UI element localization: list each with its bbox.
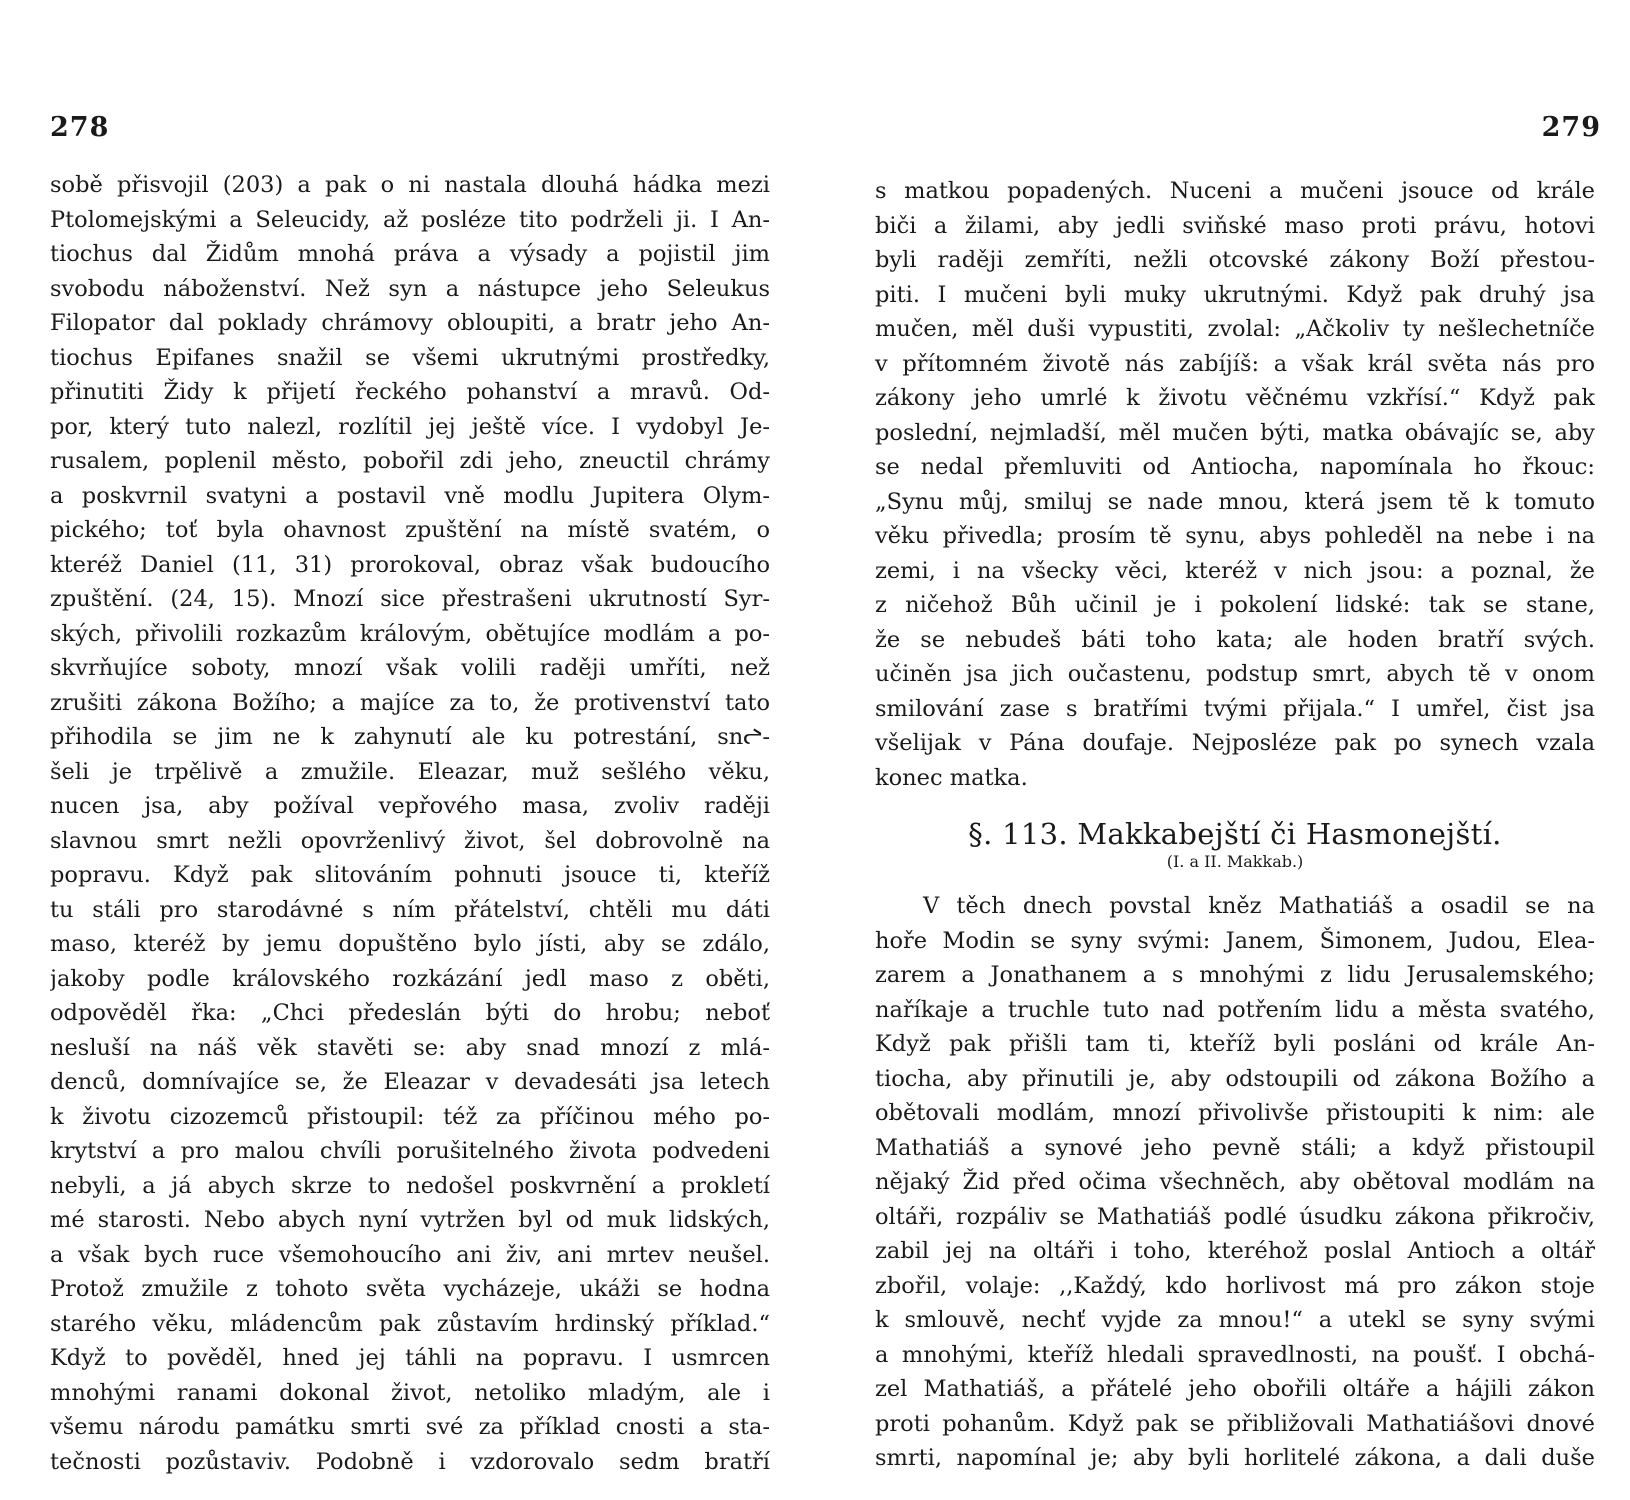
text-line: Když to pověděl, hned jej táhli na popravu. I usmrcen [50, 1345, 770, 1371]
text-line: zpuštění. (24, 15). Mnozí sice přestrašeni ukrutností Syr- [50, 586, 770, 612]
page-number: 278 [50, 112, 110, 143]
text-line: učiněn jsa jich oučastenu, podstup smrt, abych tě v onom [875, 661, 1595, 687]
page-number: 279 [1541, 112, 1601, 143]
text-line: k smlouvě, nechť vyjde za mnou!“ a utekl se syny svými [875, 1307, 1595, 1333]
text-line: mé starosti. Nebo abych nyní vytržen byl od muk lidských, [50, 1207, 770, 1233]
section-heading: §. 113. Makkabejští či Hasmonejští. [968, 817, 1502, 851]
text-line: denců, domnívajíce se, že Eleazar v devadesáti jsa letech [50, 1069, 770, 1095]
text-line: přihodila se jim ne k zahynutí ale ku potrestání, snᖠ- [50, 724, 770, 750]
text-line: všelijak v Pána doufaje. Nejposléze pak po synech vzala [875, 730, 1595, 756]
text-line: oltáři, rozpáliv se Mathatiáš podlé úsudku zákona přikročiv, [875, 1203, 1595, 1230]
text-line: nucen jsa, aby požíval vepřového masa, zvoliv raději [50, 793, 770, 819]
text-line: a mnohými, kteříž hledali spravedlnosti, na poušť. I obchá- [875, 1341, 1595, 1368]
text-line: Mathatiáš a synové jeho pevně stáli; a když přistoupil [875, 1134, 1595, 1161]
text-line: všemu národu památku smrti své za příklad cnosti a sta- [50, 1414, 770, 1440]
text-line: věku přivedla; prosím tě synu, abys pohleděl na nebe i na [875, 523, 1595, 549]
paragraph-continued [875, 174, 1595, 795]
text-line: šeli je trpělivě a zmužile. Eleazar, muž sešlého věku, [50, 758, 770, 785]
text-line: a poskvrnil svatyni a postavil vně modlu Jupitera Olym- [50, 482, 770, 509]
text-line: zarem a Jonathanem a s mnohými z lidu Jerusalemského; [875, 962, 1595, 988]
text-line: odpověděl řka: „Chci předeslán býti do hrobu; neboť [50, 1000, 770, 1026]
text-line: tiochus dal Židům mnohá práva a výsady a pojistil jim [50, 241, 770, 267]
text-line: zabil jej na oltáři i toho, kteréhož poslal Antioch a oltář [875, 1238, 1595, 1264]
text-line: konec matka. [875, 764, 1028, 791]
text-line: jakoby podle královského rozkázání jedl maso z oběti, [50, 965, 770, 992]
text-line: nesluší na náš věk stavěti se: aby snad mnozí z mlá- [50, 1034, 770, 1061]
left-page-text [50, 168, 770, 1479]
text-line: maso, kteréž by jemu dopuštěno bylo jísti, aby se zdálo, [50, 931, 770, 957]
text-line: smrti, napomínal je; aby byli horlitelé zákona, a dali duše [875, 1445, 1595, 1471]
text-line: v přítomném životě nás zabíjíš: a však král světa nás pro [875, 350, 1595, 377]
right-page-text [875, 174, 1595, 1476]
text-line: z ničehož Bůh učinil je i pokolení lidské: tak se stane, [875, 592, 1595, 618]
text-line: že se nebudeš báti toho kata; ale hoden bratří svých. [875, 626, 1595, 653]
text-line: popravu. Když pak slitováním pohnuti jsouce ti, kteříž [50, 862, 770, 888]
text-line: Ptolomejskými a Seleucidy, až posléze tito podrželi ji. I An- [50, 206, 770, 233]
text-line: se nedal přemluviti od Antiocha, napomínala ho řkouc: [875, 454, 1595, 480]
text-line: s matkou popadených. Nuceni a mučeni jsouce od krále [875, 178, 1595, 204]
text-line: V těch dnech povstal kněz Mathatiáš a osadil se na [923, 893, 1595, 919]
text-line: mnohými ranami dokonal život, netoliko mladým, ale i [50, 1379, 770, 1406]
text-line: „Synu můj, smiluj se nade mnou, která jsem tě k tomuto [875, 488, 1595, 515]
text-line: zákony jeho umrlé k životu věčnému vzkřísí.“ Když pak [875, 385, 1595, 411]
text-line: zrušiti zákona Božího; a majíce za to, že protivenství tato [50, 689, 770, 716]
text-line: přinutiti Židy k přijetí řeckého pohanství a mravů. Od- [50, 379, 770, 405]
text-line: pického; toť byla ohavnost zpuštění na místě svatém, o [50, 517, 770, 543]
text-line: zemi, i na všecky věci, kteréž v nich jsou: a poznal, že [875, 557, 1595, 584]
text-line: tu stáli pro starodávné s ním přátelství, chtěli mu dáti [50, 896, 770, 923]
text-line: Když pak přišli tam ti, kteříž byli posláni od krále An- [875, 1031, 1595, 1057]
text-line: skvrňujíce soboty, mnozí však volili raději umříti, než [50, 655, 770, 681]
text-line: tečnosti pozůstaviv. Podobně i vzdorovalo sedm bratří [50, 1448, 770, 1475]
text-line: hoře Modin se syny svými: Janem, Šimonem, Judou, Elea- [875, 927, 1595, 954]
text-line: starého věku, mládencům pak zůstavím hrdinský příklad.“ [50, 1310, 770, 1337]
text-line: a však bych ruce všemohoucího ani živ, ani mrtev neušel. [50, 1241, 770, 1268]
text-line: sobě přisvojil (203) a pak o ni nastala dlouhá hádka mezi [50, 172, 770, 198]
text-line: svobodu náboženství. Než syn a nástupce jeho Seleukus [50, 275, 770, 302]
text-line: mučen, měl duši vypustiti, zvolal: „Ačkoliv ty nešlechetníče [875, 316, 1595, 342]
text-line: slavnou smrt nežli opovrženlivý život, šel dobrovolně na [50, 827, 770, 854]
text-line: ských, přivolili rozkazům královým, obětujíce modlám a po- [50, 620, 770, 647]
text-line: tiocha, aby přinutili je, aby odstoupili od zákona Božího a [875, 1065, 1595, 1092]
text-line: Protož zmužile z tohoto světa vycházeje, ukáži se hodna [50, 1276, 770, 1302]
text-line: nebyli, a já abych skrze to nedošel poskvrnění a prokletí [50, 1172, 770, 1199]
text-line: Filopator dal poklady chrámovy obloupiti, a bratr jeho An- [50, 310, 770, 336]
text-line: proti pohanům. Když pak se přibližovali Mathatiášovi dnové [875, 1410, 1595, 1437]
section-subheading: (I. a II. Makkab.) [1166, 852, 1304, 871]
text-line: byli raději zemříti, nežli otcovské zákony Boží přestou- [875, 247, 1595, 273]
text-line: zel Mathatiáš, a přátelé jeho obořili oltáře a hájili zákon [875, 1376, 1595, 1402]
text-line: biči a žilami, aby jedli sviňské maso proti právu, hotovi [875, 212, 1595, 239]
text-line: por, který tuto nalezl, rozlítil jej ještě více. I vydobyl Je- [50, 413, 770, 440]
text-line: krytství a pro malou chvíli porušitelného života podvedeni [50, 1138, 770, 1164]
text-line: piti. I mučeni byli muky ukrutnými. Když pak druhý jsa [875, 281, 1595, 308]
text-line: zbořil, volaje: ,,Každý, kdo horlivost má pro zákon stoje [875, 1272, 1595, 1299]
text-line: smilování zase s bratřími tvými přijala.“ I umřel, čist jsa [875, 695, 1595, 722]
text-line: tiochus Epifanes snažil se všemi ukrutnými prostředky, [50, 344, 770, 371]
text-line: nějaký Žid před očima všechněch, aby obětoval modlám na [875, 1169, 1595, 1195]
text-line: kteréž Daniel (11, 31) prorokoval, obraz však budoucího [50, 551, 770, 578]
text-line: obětovali modlám, mnozí přivolivše přistoupiti k nim: ale [875, 1100, 1595, 1126]
text-line: k životu cizozemců přistoupil: též za příčinou mého po- [50, 1103, 770, 1130]
text-line: rusalem, poplenil město, pobořil zdi jeho, zneuctil chrámy [50, 448, 770, 474]
section-paragraph [875, 889, 1595, 1476]
text-line: poslední, nejmladší, měl mučen býti, matka obávajíc se, aby [875, 419, 1595, 446]
text-line: naříkaje a truchle tuto nad potřením lidu a města svatého, [875, 996, 1595, 1023]
